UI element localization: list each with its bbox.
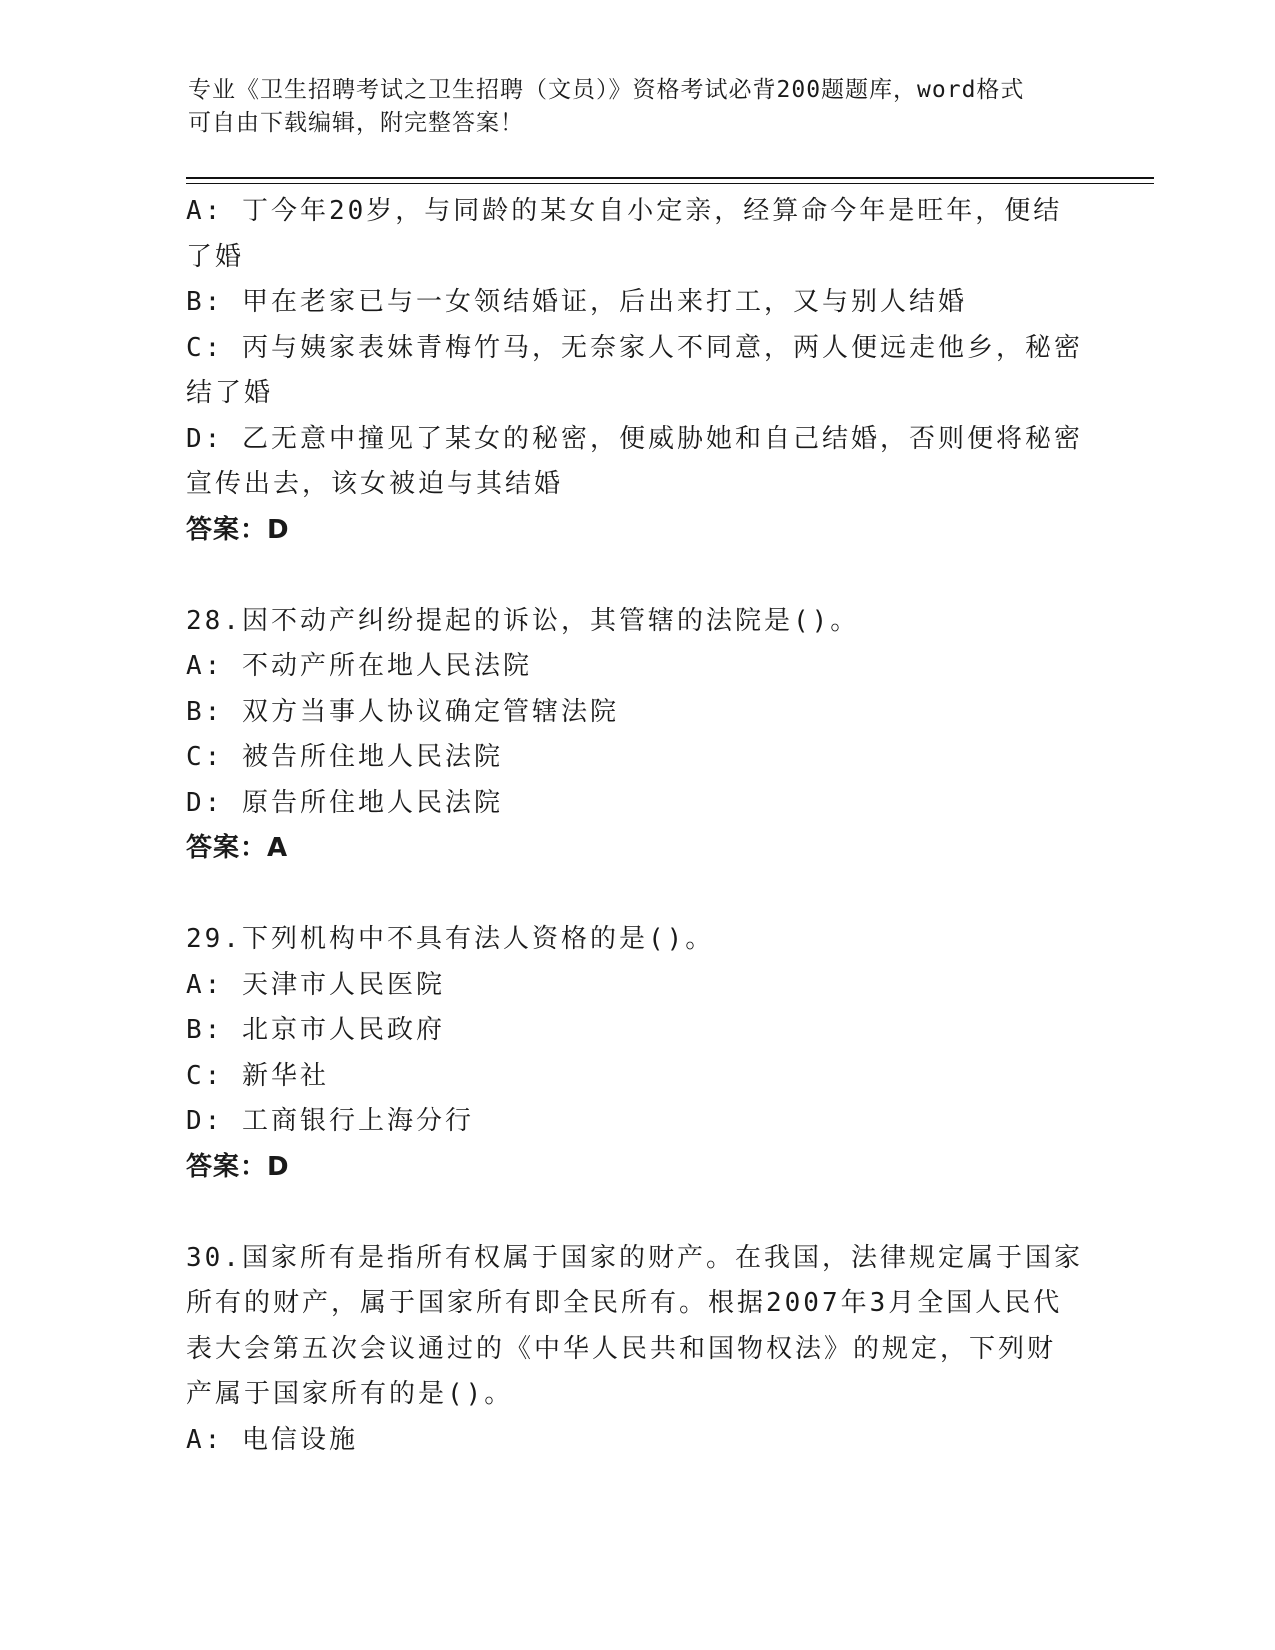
header-divider-thick (186, 177, 1154, 179)
header-divider-thin (186, 183, 1154, 184)
option-a: A: 电信设施 (186, 1424, 358, 1455)
option-b: B: 北京市人民政府 (186, 1015, 445, 1045)
option-a (186, 189, 1086, 280)
question-stem: 29.下列机构中不具有法人资格的是()。 (186, 924, 715, 954)
option-c: C: 新华社 (186, 1060, 329, 1091)
question-30-block (186, 1236, 1086, 1464)
option-c: C: 被告所住地人民法院 (186, 742, 503, 772)
option-line: 宣传出去，该女被迫与其结婚 (186, 469, 564, 499)
question-stem-line: 所有的财产，属于国家所有即全民所有。根据2007年3月全国人民代 (186, 1288, 1063, 1318)
option-line: D: 乙无意中撞见了某女的秘密，便威胁她和自己结婚，否则便将秘密 (186, 423, 1083, 454)
option-c (186, 326, 1086, 417)
option-d: D: 工商银行上海分行 (186, 1106, 474, 1136)
option-line: 了婚 (186, 241, 245, 272)
option-line: 结了婚 (186, 378, 274, 408)
question-28-block (186, 599, 1086, 872)
option-a: A: 天津市人民医院 (186, 969, 445, 1000)
question-stem: 28.因不动产纠纷提起的诉讼，其管辖的法院是()。 (186, 605, 860, 636)
option-a: A: 不动产所在地人民法院 (186, 651, 532, 681)
spacer (186, 872, 1086, 918)
header-line-1: 专业《卫生招聘考试之卫生招聘（文员）》资格考试必背200题题库，word格式 (188, 77, 1025, 103)
option-line: B: 甲在老家已与一女领结婚证，后出来打工，又与别人结婚 (186, 287, 967, 317)
answer-label: 答案：A (186, 833, 289, 863)
option-b: B: 双方当事人协议确定管辖法院 (186, 696, 619, 727)
question-stem-line: 30.国家所有是指所有权属于国家的财产。在我国，法律规定属于国家 (186, 1242, 1083, 1273)
option-line: C: 丙与姨家表妹青梅竹马，无奈家人不同意，两人便远走他乡，秘密 (186, 332, 1083, 363)
option-d (186, 417, 1086, 508)
question-stem-line: 表大会第五次会议通过的《中华人民共和国物权法》的规定，下列财 (186, 1333, 1057, 1364)
option-b (186, 280, 1086, 326)
document-header (188, 74, 1088, 140)
question-list (186, 189, 1086, 1463)
question-stem-line: 产属于国家所有的是()。 (186, 1379, 514, 1409)
answer-label: 答案：D (186, 514, 290, 545)
question-29-block (186, 917, 1086, 1190)
question-27-block (186, 189, 1086, 553)
spacer (186, 553, 1086, 599)
option-d: D: 原告所住地人民法院 (186, 787, 503, 818)
option-line: A: 丁今年20岁，与同龄的某女自小定亲，经算命今年是旺年，便结 (186, 196, 1063, 226)
header-line-2: 可自由下载编辑，附完整答案！ (188, 110, 524, 136)
spacer (186, 1190, 1086, 1236)
answer-label: 答案：D (186, 1151, 290, 1182)
